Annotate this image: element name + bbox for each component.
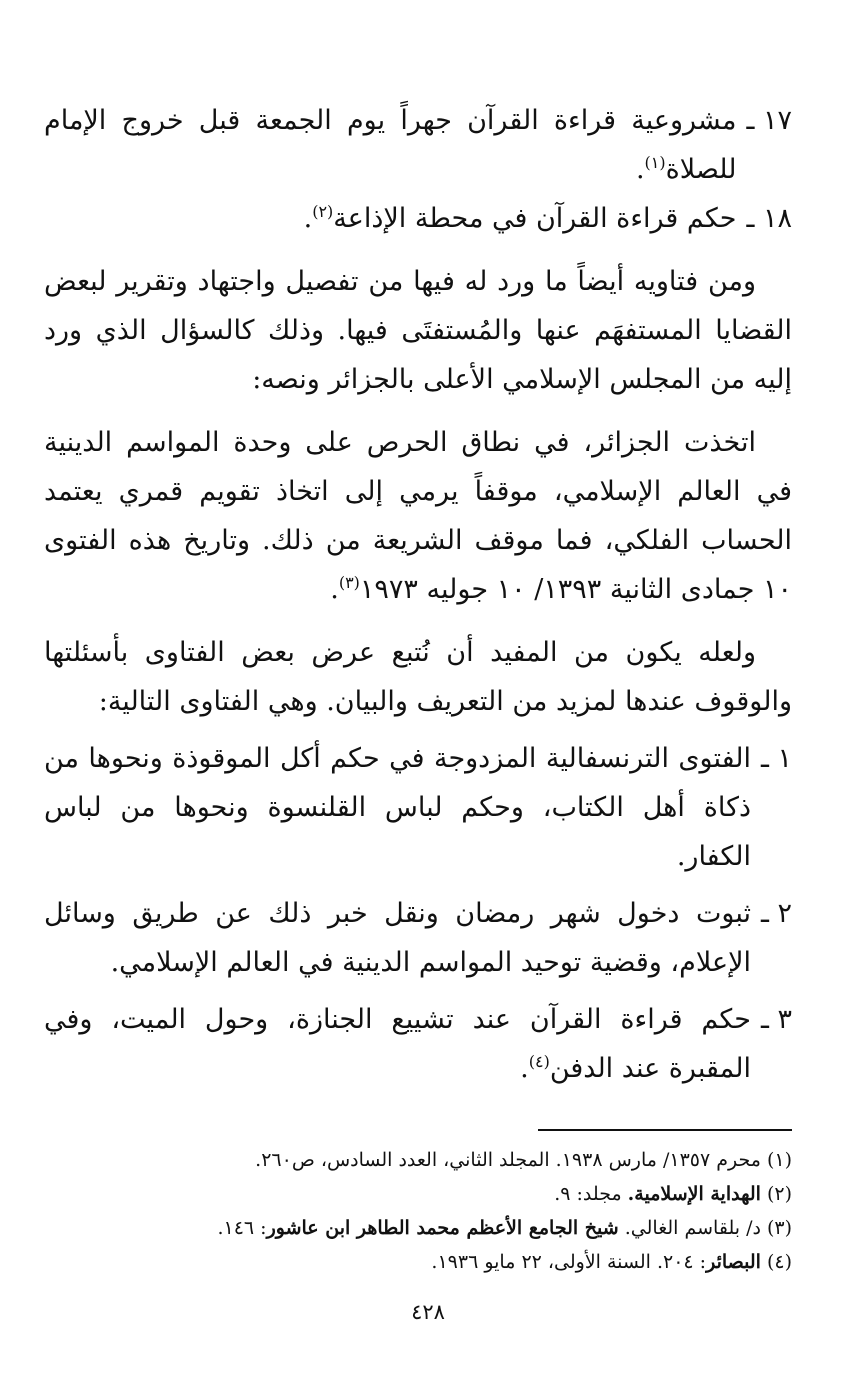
fatwa-list xyxy=(44,734,792,1093)
footnote-3 xyxy=(44,1211,792,1245)
footnote-source-title: شيخ الجامع الأعظم محمد الطاهر ابن عاشور xyxy=(266,1217,619,1239)
footnote-label: (١) xyxy=(766,1149,792,1171)
footnote-ref[interactable]: (٣) xyxy=(338,573,360,592)
paragraph-list-intro: ولعله يكون من المفيد أن نُتبع عرض بعض الفتاوى بأسئلتها والوقوف عندها لمزيد من التعريف والبيان. وهي الفتاوى التالية: xyxy=(44,637,792,717)
item-tail: . xyxy=(635,154,645,185)
item-text: حكم قراءة القرآن عند تشييع الجنازة، وحول الميت، وفي المقبرة عند الدفن xyxy=(44,1004,751,1084)
footnote-source-title: الهداية الإسلامية. xyxy=(627,1183,761,1205)
footnotes xyxy=(44,1143,792,1279)
list-item xyxy=(44,734,792,881)
footnote-text: محرم ١٣٥٧/ مارس ١٩٣٨. المجلد الثاني، العدد السادس، ص٢٦٠. xyxy=(255,1149,761,1171)
footnote-4 xyxy=(44,1245,792,1279)
list-item xyxy=(44,889,792,987)
footnote-label: (٤) xyxy=(766,1251,792,1273)
item-text: مشروعية قراءة القرآن جهراً يوم الجمعة قبل خروج الإمام للصلاة xyxy=(44,105,737,185)
item-number: ١٧ ـ xyxy=(746,105,792,136)
footnote-ref[interactable]: (٤) xyxy=(528,1052,550,1071)
item-number: ١٨ ـ xyxy=(746,203,792,234)
list-item xyxy=(44,995,792,1093)
paragraph-fatwas-intro: ومن فتاويه أيضاً ما ورد له فيها من تفصيل واجتهاد وتقرير لبعض القضايا المستفهَم عنها والمُستفتَى فيها. وذلك كالسؤال الذي ورد إليه من المجلس الإسلامي الأعلى بالجزائر ونصه: xyxy=(44,266,792,395)
item-tail: . xyxy=(520,1053,529,1084)
page-number: ٤٢٨ xyxy=(411,1300,445,1324)
quote-tail: . xyxy=(330,574,339,605)
item-text: ثبوت دخول شهر رمضان ونقل خبر ذلك عن طريق وسائل الإعلام، وقضية توحيد المواسم الدينية في العالم الإسلامي. xyxy=(44,898,751,978)
footnote-ref[interactable]: (١) xyxy=(644,153,666,172)
footnote-text: : ١٤٦. xyxy=(217,1217,267,1239)
item-text: الفتوى الترنسفالية المزدوجة في حكم أكل الموقوذة ونحوها من ذكاة أهل الكتاب، وحكم لباس القلنسوة ونحوها من لباس الكفار. xyxy=(44,743,751,872)
item-tail: . xyxy=(303,203,313,234)
footnote-text: : ٢٠٤. السنة الأولى، ٢٢ مايو ١٩٣٦. xyxy=(431,1251,707,1273)
quote-text: اتخذت الجزائر، في نطاق الحرص على وحدة المواسم الدينية في العالم الإسلامي، موقفاً يرمي إلى اتخاذ تقويم قمري يعتمد الحساب الفلكي، فما موقف الشريعة من ذلك. وتاريخ هذه الفتوى ١٠ جمادى الثانية ١٣٩٣/ ١٠ جوليه ١٩٧٣ xyxy=(44,427,792,605)
footnote-1 xyxy=(44,1143,792,1177)
item-number: ٢ ـ xyxy=(760,898,792,929)
topic-item-18 xyxy=(44,194,792,243)
footnote-ref[interactable]: (٢) xyxy=(312,202,334,221)
footnote-source-title: البصائر xyxy=(706,1251,761,1273)
footnote-label: (٢) xyxy=(766,1183,792,1205)
topic-item-17 xyxy=(44,96,792,194)
footnote-text: مجلد: ٩. xyxy=(554,1183,628,1205)
item-number: ١ ـ xyxy=(760,743,792,774)
quoted-question xyxy=(44,418,792,614)
footnote-author: د/ بلقاسم الغالي. xyxy=(618,1217,761,1239)
footnote-label: (٣) xyxy=(766,1217,792,1239)
main-text xyxy=(44,96,792,1093)
footnote-2 xyxy=(44,1177,792,1211)
footnote-divider xyxy=(538,1129,792,1131)
item-number: ٣ ـ xyxy=(760,1004,792,1035)
item-text: حكم قراءة القرآن في محطة الإذاعة xyxy=(333,203,737,234)
